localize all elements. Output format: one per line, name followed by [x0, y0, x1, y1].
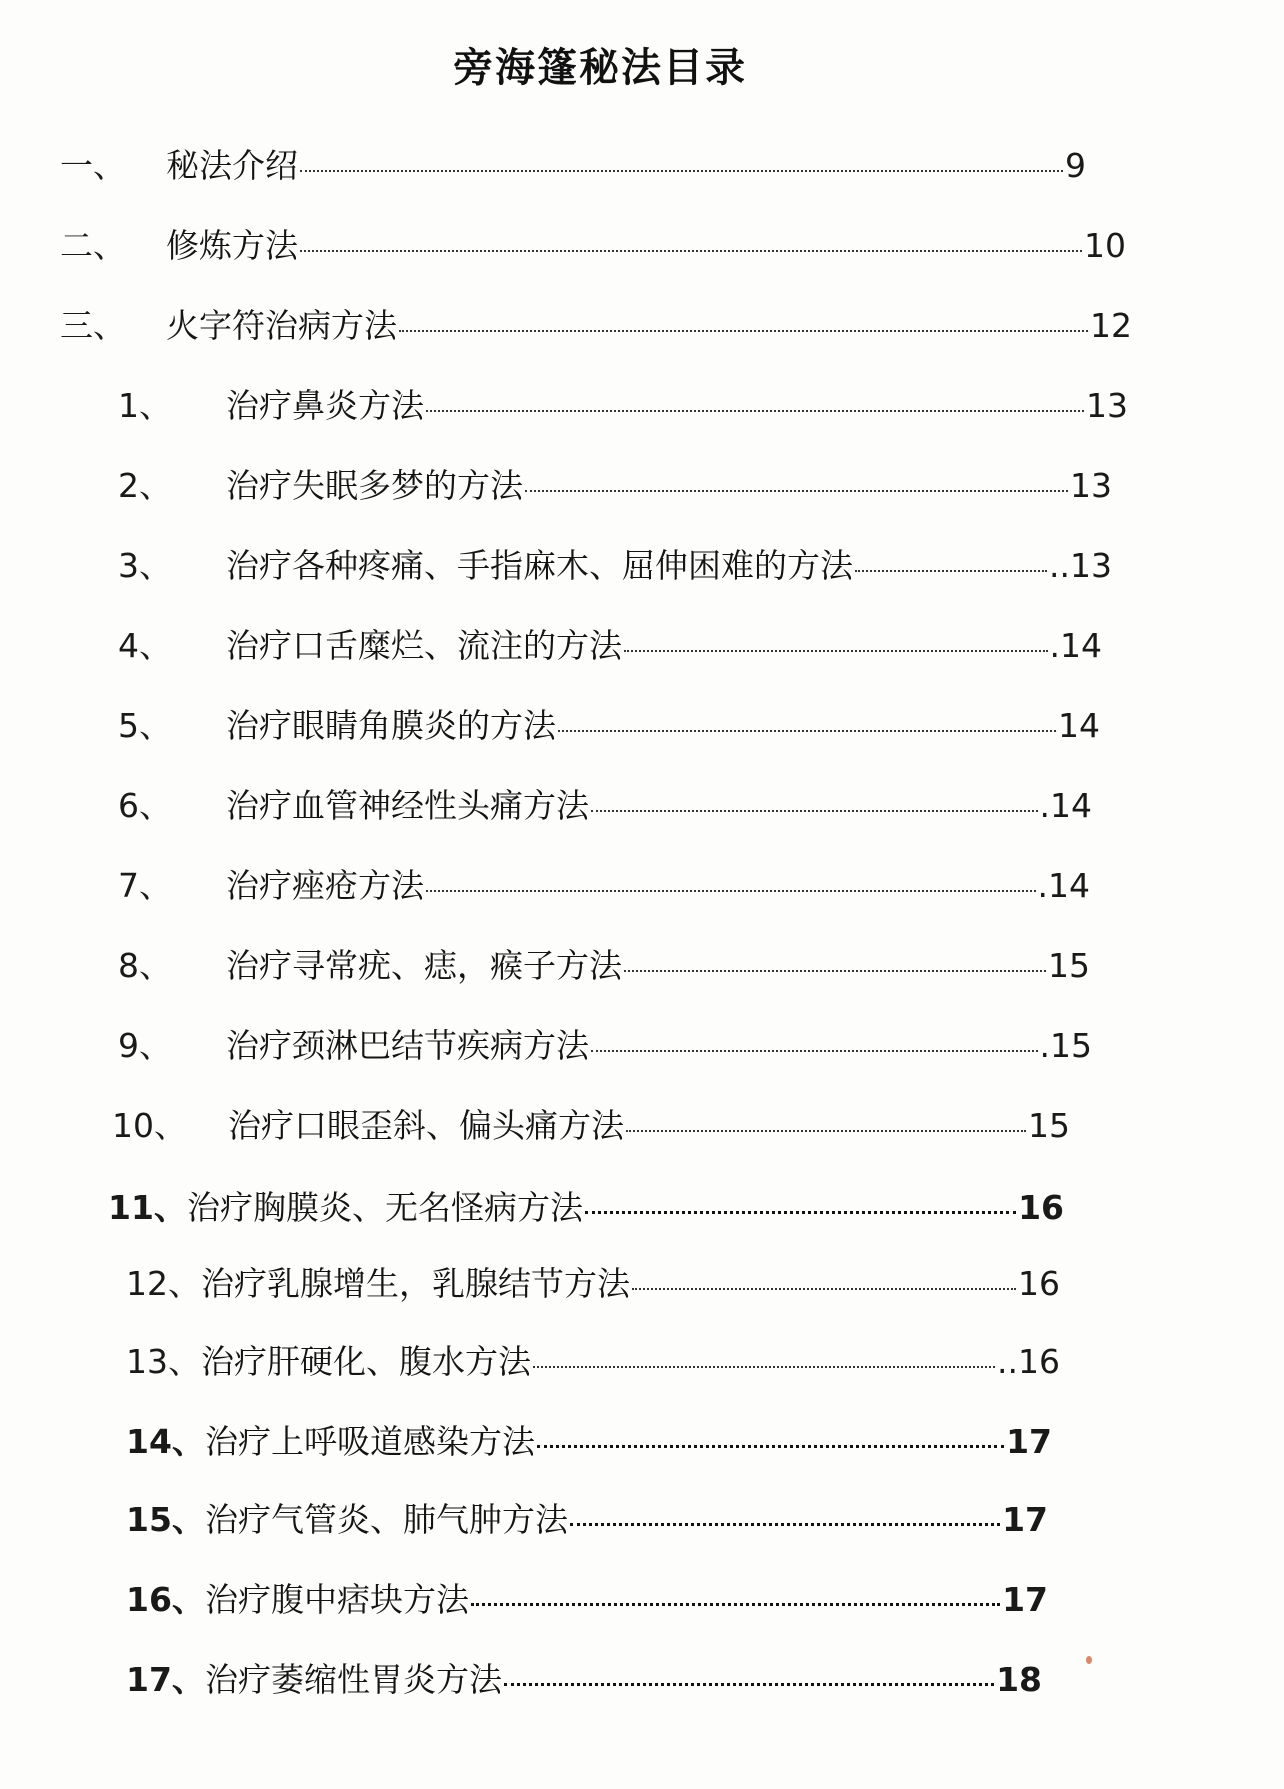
toc-page-number: 15	[1048, 946, 1090, 985]
toc-label: 修炼方法	[166, 226, 298, 265]
toc-page-number: 18	[996, 1660, 1042, 1699]
toc-entry	[118, 700, 1100, 750]
toc-number: 三、	[60, 306, 126, 345]
toc-entry	[118, 380, 1128, 430]
toc-number: 6、	[118, 786, 172, 825]
dot-leader	[525, 490, 1068, 492]
toc-number: 9、	[118, 1026, 172, 1065]
toc-label: 治疗鼻炎方法	[226, 386, 424, 425]
dot-leader	[537, 1445, 1004, 1448]
dot-leader	[591, 810, 1038, 812]
toc-label: 治疗口眼歪斜、偏头痛方法	[228, 1106, 624, 1145]
toc-label: 治疗各种疼痛、手指麻木、屈伸困难的方法	[226, 546, 853, 585]
dot-leader	[585, 1211, 1016, 1214]
toc-label: 治疗上呼吸道感染方法	[204, 1422, 535, 1461]
dot-leader	[624, 970, 1046, 972]
dot-leader	[426, 890, 1036, 892]
toc-label: 治疗痤疮方法	[226, 866, 424, 905]
toc-entry	[118, 940, 1090, 990]
toc-entry	[60, 220, 1126, 270]
dot-leader	[558, 730, 1056, 732]
dot-leader	[591, 1050, 1038, 1052]
toc-entry	[126, 1654, 1042, 1704]
dot-leader	[399, 330, 1088, 332]
toc-number: 二、	[60, 226, 126, 265]
toc-number: 17、	[126, 1660, 205, 1699]
toc-entry	[118, 460, 1112, 510]
dot-leader	[426, 410, 1084, 412]
toc-page-number: .14	[1037, 866, 1090, 905]
toc-number: 13、	[126, 1342, 201, 1381]
toc-page-number: 17	[1002, 1580, 1048, 1619]
toc-page-number: ..13	[1049, 546, 1112, 585]
dot-leader	[855, 570, 1047, 572]
toc-label: 治疗乳腺增生，乳腺结节方法	[201, 1264, 630, 1303]
toc-page-number: 15	[1028, 1106, 1070, 1145]
toc-label: 火字符治病方法	[166, 306, 397, 345]
toc-number: 16、	[126, 1580, 205, 1619]
dot-leader	[471, 1603, 1000, 1606]
toc-page-number: .15	[1039, 1026, 1092, 1065]
toc-number: 10、	[112, 1106, 187, 1145]
toc-label: 治疗腹中痞块方法	[204, 1580, 469, 1619]
toc-page-number: 13	[1086, 386, 1128, 425]
toc-page-number: 17	[1002, 1500, 1048, 1539]
toc-label: 治疗寻常疣、痣，瘊子方法	[226, 946, 622, 985]
toc-number: 一、	[60, 146, 126, 185]
toc-label: 治疗血管神经性头痛方法	[226, 786, 589, 825]
toc-label: 治疗眼睛角膜炎的方法	[226, 706, 556, 745]
toc-page-number: 13	[1070, 466, 1112, 505]
toc-number: 1、	[118, 386, 172, 425]
dot-leader	[632, 1288, 1016, 1290]
dot-leader	[624, 650, 1048, 652]
toc-entry	[60, 300, 1132, 350]
toc-label: 治疗气管炎、肺气肿方法	[204, 1500, 568, 1539]
dot-leader	[570, 1523, 1000, 1526]
toc-entry	[126, 1574, 1048, 1624]
toc-entry	[112, 1100, 1070, 1150]
toc-page-number: 16	[1018, 1188, 1064, 1227]
toc-entry	[118, 1020, 1092, 1070]
toc-label: 秘法介绍	[166, 146, 298, 185]
toc-entry	[126, 1336, 1060, 1386]
toc-entry	[118, 780, 1092, 830]
toc-number: 14、	[126, 1422, 205, 1461]
toc-number: 15、	[126, 1500, 205, 1539]
toc-label: 治疗口舌糜烂、流注的方法	[226, 626, 622, 665]
toc-number: 4、	[118, 626, 172, 665]
toc-number: 5、	[118, 706, 172, 745]
dot-leader	[300, 170, 1063, 172]
toc-entry	[118, 860, 1090, 910]
toc-entry	[118, 620, 1102, 670]
toc-page-number: 9	[1065, 146, 1086, 185]
toc-number: 8、	[118, 946, 172, 985]
toc-page-number: 16	[1018, 1264, 1060, 1303]
dot-leader	[626, 1130, 1026, 1132]
dot-leader	[300, 250, 1082, 252]
page-title: 旁海篷秘法目录	[453, 45, 747, 91]
scan-speck	[1086, 1656, 1092, 1664]
toc-entry	[108, 1182, 1064, 1232]
toc-number: 11、	[108, 1188, 187, 1227]
toc-entry	[126, 1416, 1052, 1466]
toc-label: 治疗肝硬化、腹水方法	[201, 1342, 531, 1381]
toc-page-number: 17	[1006, 1422, 1052, 1461]
toc-entry	[118, 540, 1112, 590]
toc-page-number: .14	[1049, 626, 1102, 665]
toc-label: 治疗萎缩性胃炎方法	[204, 1660, 502, 1699]
toc-page-number: 14	[1058, 706, 1100, 745]
toc-page-number: 12	[1090, 306, 1132, 345]
toc-number: 7、	[118, 866, 172, 905]
toc-label: 治疗胸膜炎、无名怪病方法	[186, 1188, 583, 1227]
toc-page-number: 10	[1084, 226, 1126, 265]
toc-entry	[126, 1258, 1060, 1308]
toc-page-number: ..16	[997, 1342, 1060, 1381]
toc-label: 治疗颈淋巴结节疾病方法	[226, 1026, 589, 1065]
toc-number: 12、	[126, 1264, 201, 1303]
toc-page-number: .14	[1039, 786, 1092, 825]
toc-entry	[60, 140, 1086, 190]
toc-entry	[126, 1494, 1048, 1544]
toc-number: 2、	[118, 466, 172, 505]
dot-leader	[504, 1683, 994, 1686]
toc-number: 3、	[118, 546, 172, 585]
dot-leader	[533, 1366, 995, 1368]
toc-label: 治疗失眠多梦的方法	[226, 466, 523, 505]
